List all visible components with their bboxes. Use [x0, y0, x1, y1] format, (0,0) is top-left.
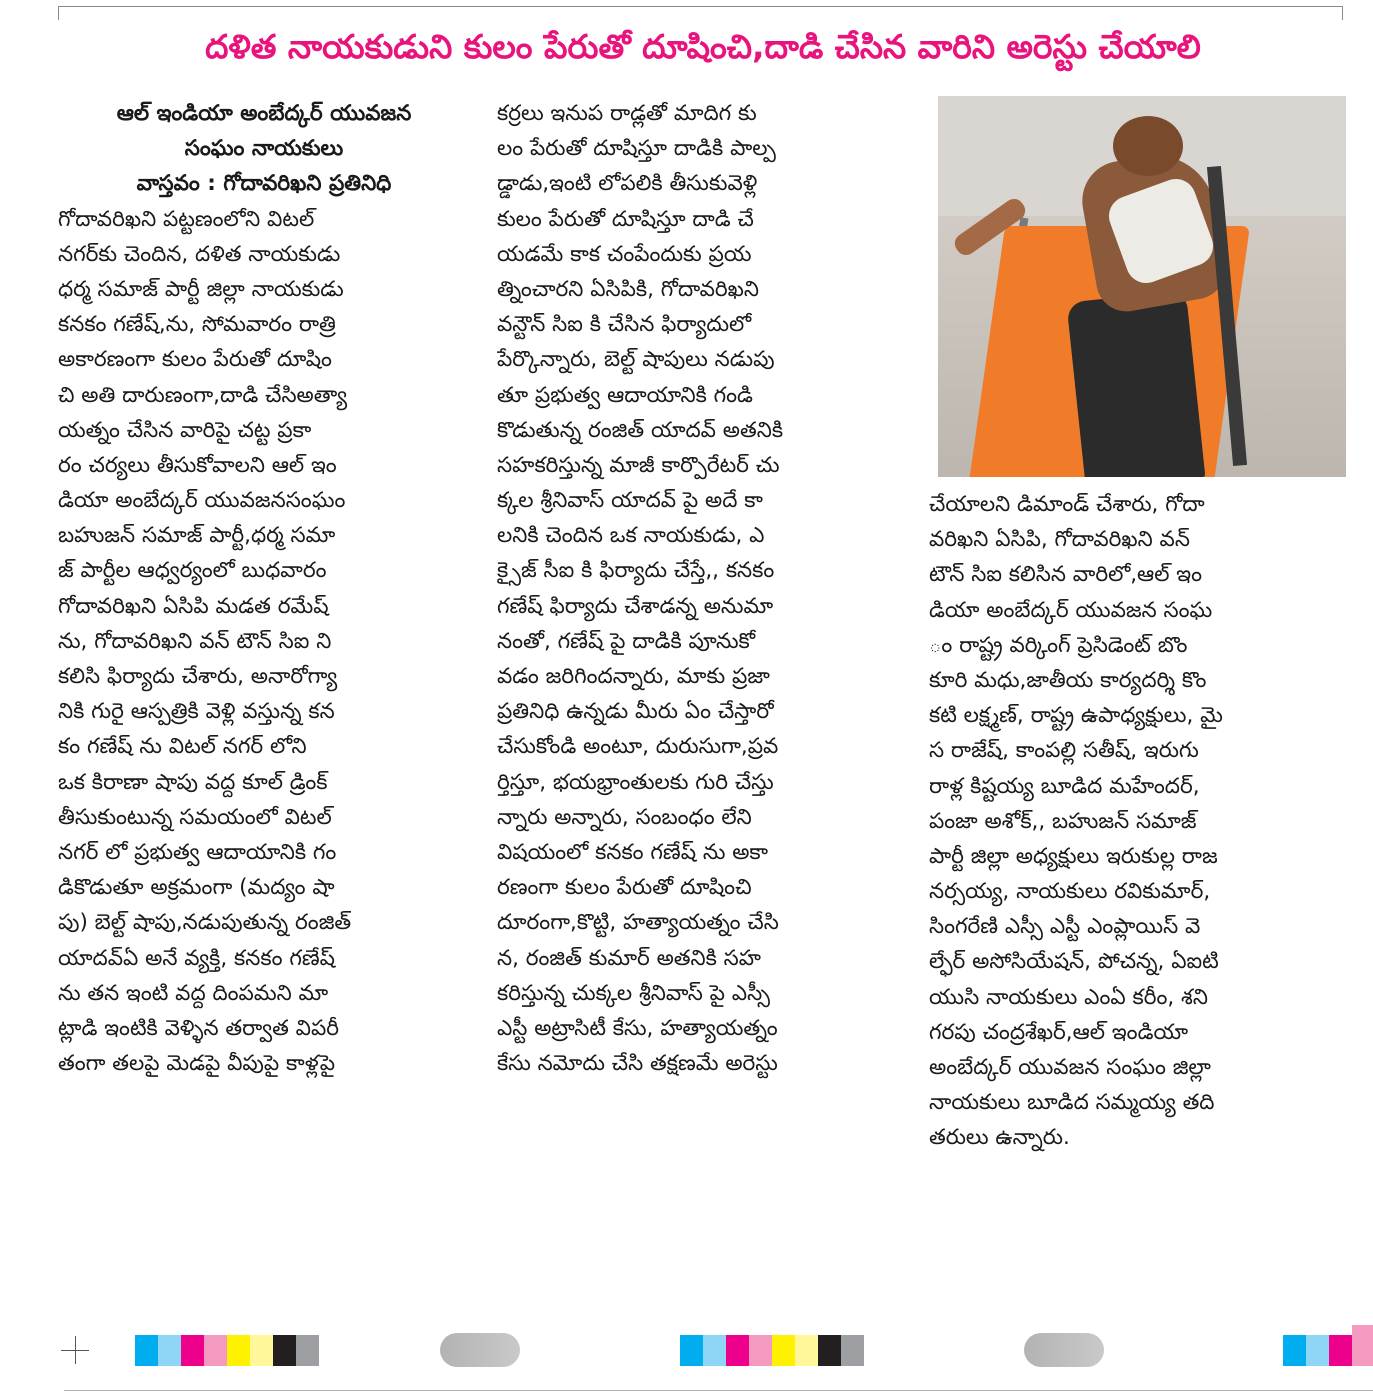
- dateline: వాస్తవం : గోదావరిఖని ప్రతినిధి: [136, 171, 392, 197]
- color-swatch: [703, 1335, 726, 1366]
- text-line: ల్ఫేర్ అసోసియేషన్, పోచన్న, ఏఐటి: [929, 949, 1219, 975]
- color-swatch: [158, 1335, 181, 1366]
- text-line: తరులు ఉన్నారు.: [929, 1125, 1070, 1151]
- text-line: కూరి మధు,జాతీయ కార్యదర్శి కొం: [929, 667, 1207, 693]
- text-line: గరపు చంద్రశేఖర్,ఆల్ ఇండియా: [929, 1019, 1189, 1045]
- text-line: కులం పేరుతో దూషిస్తూ దాడి చే: [497, 206, 754, 232]
- color-swatch: [1306, 1335, 1329, 1366]
- text-line: కరిస్తున్న చుక్కల శ్రీనివాస్ పై ఎస్సీ: [497, 980, 770, 1006]
- top-rule: [58, 6, 1343, 7]
- color-swatch: [772, 1335, 795, 1366]
- text-line: రం చర్యలు తీసుకోవాలని ఆల్ ఇం: [58, 452, 337, 478]
- color-swatch: [135, 1335, 158, 1366]
- text-line: కం గణేష్ ను విటల్ నగర్ లోని: [58, 734, 307, 760]
- text-line: నికి గురై ఆస్పత్రికి వెళ్లి వస్తున్న కన: [58, 699, 335, 725]
- text-line: నగర్‌కు చెందిన, దళిత నాయకుడు: [58, 241, 341, 267]
- text-line: యుసి నాయకులు ఎంఏ కరీం, శని: [929, 984, 1208, 1010]
- color-swatch: [680, 1335, 703, 1366]
- text-line: యత్నం చేసిన వారిపై చట్ట ప్రకా: [58, 417, 312, 443]
- text-line: నాయకులు బూడిద సమ్మయ్య తది: [929, 1090, 1215, 1116]
- text-line: గోదావరిఖని పట్టణంలోని విటల్: [58, 206, 315, 232]
- text-line: ధర్మ సమాజ్ పార్టీ జిల్లా నాయకుడు: [58, 276, 344, 302]
- subhead-line: సంఘం నాయకులు: [184, 136, 344, 162]
- color-swatch: [726, 1335, 749, 1366]
- text-line: చేసుకోండి అంటూ, దురుసుగా,ప్రవ: [497, 734, 779, 760]
- text-line: ఒక కిరాణా షాపు వద్ద కూల్ డ్రింక్: [58, 769, 328, 795]
- text-line: రణంగా కులం పేరుతో దూషించి: [497, 875, 752, 901]
- text-line: గోదావరిఖని ఏసిపి మడత రమేష్: [58, 593, 329, 619]
- column-1-body: [58, 202, 470, 1082]
- color-swatch: [250, 1335, 273, 1366]
- text-line: వన్టౌన్ సిఐ కి చేసిన ఫిర్యాదులో: [497, 312, 752, 338]
- color-swatch: [227, 1335, 250, 1366]
- text-line: రాళ్ల కిష్టయ్య బూడిద మహేందర్,: [929, 773, 1200, 799]
- text-line: తూ ప్రభుత్వ ఆదాయానికి గండి: [497, 382, 753, 408]
- color-swatch: [1283, 1335, 1306, 1366]
- text-line: నగర్ లో ప్రభుత్వ ఆదాయానికి గం: [58, 839, 337, 865]
- color-swatch: [1329, 1335, 1352, 1366]
- color-swatch: [273, 1335, 296, 1366]
- grey-registration-pill: [440, 1333, 520, 1367]
- text-line: ఎస్టీ అట్రాసిటీ కేసు, హత్యాయత్నం: [497, 1015, 778, 1041]
- text-line: యడమే కాక చంపేందుకు ప్రయ: [497, 241, 752, 267]
- article-column-1: [58, 96, 470, 1081]
- text-line: ం రాష్ట్ర వర్కింగ్ ప్రెసిడెంట్ బొం: [929, 632, 1188, 658]
- text-line: గణేష్ ఫిర్యాదు చేశాడన్న అనుమా: [497, 593, 774, 619]
- color-swatch: [1352, 1325, 1373, 1366]
- text-line: కటి లక్ష్మణ్, రాష్ట్ర ఉపాధ్యక్షులు, మై: [929, 703, 1223, 729]
- color-swatch: [296, 1335, 319, 1366]
- text-line: ను తన ఇంటి వద్ద దింపమని మా: [58, 980, 329, 1006]
- text-line: తంగా తలపై మెడపై వీపుపై కాళ్లపై: [58, 1051, 336, 1077]
- text-line: అకారణంగా కులం పేరుతో దూషిం: [58, 347, 332, 373]
- text-line: జ్ పార్టీల ఆధ్వర్యంలో బుధవారం: [58, 558, 327, 584]
- text-line: వరిఖని ఏసిపి, గోదావరిఖని వన్: [929, 527, 1190, 553]
- color-swatch: [181, 1335, 204, 1366]
- text-line: పు) బెల్ట్ షాపు,నడుపుతున్న రంజిత్: [58, 910, 352, 936]
- text-line: ప్రతినిధి ఉన్నడు మీరు ఏం చేస్తారో: [497, 699, 774, 725]
- text-line: యాదవ్ఏ అనే వ్యక్తి, కనకం గణేష్: [58, 945, 335, 971]
- headline: దళిత నాయకుడుని కులం పేరుతో దూషించి,దాడి చేసిన వారిని అరెస్టు చేయాలి: [205, 26, 1201, 66]
- subhead-line: ఆల్ ఇండియా అంబేద్కర్ యువజన: [116, 101, 412, 126]
- news-photo: [938, 96, 1346, 477]
- text-line: బహుజన్ సమాజ్ పార్టీ,ధర్మ సమా: [58, 523, 336, 549]
- text-line: కొడుతున్న రంజిత్ యాదవ్ అతనికి: [497, 417, 784, 443]
- text-line: కనకం గణేష్,ను, సోమవారం రాత్రి: [58, 312, 336, 338]
- text-line: కర్రలు ఇనుప రాడ్లతో మాదిగ కు: [497, 101, 757, 126]
- text-line: స రాజేష్, కాంపల్లి సతీష్, ఇరుగు: [929, 738, 1199, 764]
- article-column-3: [929, 487, 1349, 1156]
- text-line: సింగరేణి ఎస్సీ ఎస్టీ ఎంప్లాయిస్ వె: [929, 914, 1201, 940]
- text-line: డియా అంబేద్కర్ యువజనసంఘం: [58, 488, 346, 514]
- color-swatch: [841, 1335, 864, 1366]
- text-line: నంతో, గణేష్ పై దాడికి పూనుకో: [497, 628, 756, 654]
- text-line: చి అతి దారుణంగా,దాడి చేసిఅత్యా: [58, 382, 348, 408]
- text-line: విషయంలో కనకం గణేష్ ను అకా: [497, 839, 769, 865]
- text-line: వడం జరిగిందన్నారు, మాకు ప్రజా: [497, 664, 770, 689]
- text-line: న్నారు అన్నారు, సంబంధం లేని: [497, 804, 752, 830]
- text-line: కేసు నమోదు చేసి తక్షణమే అరెస్టు: [497, 1051, 778, 1077]
- crop-mark: [75, 1336, 76, 1364]
- text-line: తీసుకుంటున్న సమయంలో విటల్: [58, 804, 332, 830]
- text-line: కలిసి ఫిర్యాదు చేశారు, అనారోగ్యా: [58, 664, 338, 689]
- color-swatch: [204, 1335, 227, 1366]
- article-column-2: [497, 96, 907, 1081]
- text-line: అంబేద్కర్ యువజన సంఘం జిల్లా: [929, 1055, 1211, 1080]
- text-line: లనికి చెందిన ఒక నాయకుడు, ఎ: [497, 523, 765, 549]
- text-line: టౌన్ సిఐ కలిసిన వారిలో,ఆల్ ఇం: [929, 562, 1202, 588]
- text-line: దూరంగా,కొట్టి, హత్యాయత్నం చేసి: [497, 910, 779, 936]
- text-line: న, రంజిత్ కుమార్ అతనికి సహ: [497, 945, 761, 971]
- text-line: ట్లాడి ఇంటికి వెళ్ళిన తర్వాత విపరీ: [58, 1015, 339, 1041]
- color-swatch: [795, 1335, 818, 1366]
- text-line: పేర్కొన్నారు, బెల్ట్ షాపులు నడుపు: [497, 347, 775, 373]
- text-line: క్సైజ్ సీఐ కి ఫిర్యాదు చేస్తే,, కనకం: [497, 558, 775, 584]
- printer-registration-strip: [0, 1325, 1373, 1391]
- text-line: డియా అంబేద్కర్ యువజన సంఘ: [929, 597, 1213, 623]
- text-line: క్కల శ్రీనివాస్ యాదవ్ పై అదే కా: [497, 488, 763, 514]
- color-swatch: [749, 1335, 772, 1366]
- text-line: పంజా అశోక్,, బహుజన్ సమాజ్: [929, 808, 1197, 834]
- text-line: నర్సయ్య, నాయకులు రవికుమార్,: [929, 879, 1211, 905]
- color-swatch: [818, 1335, 841, 1366]
- text-line: ను, గోదావరిఖని వన్ టౌన్ సిఐ ని: [58, 628, 332, 654]
- text-line: త్నించారని ఏసిపికి, గోదావరిఖని: [497, 276, 759, 302]
- grey-registration-pill: [1024, 1333, 1104, 1367]
- text-line: డ్డాడు,ఇంటి లోపలికి తీసుకువెళ్లి: [497, 171, 758, 197]
- text-line: డికొడుతూ అక్రమంగా (మద్యం షా: [58, 875, 335, 901]
- text-line: చేయాలని డిమాండ్ చేశారు, గోదా: [929, 492, 1205, 517]
- text-line: ర్తిస్తూ, భయభ్రాంతులకు గురి చేస్తు: [497, 769, 774, 795]
- text-line: సహకరిస్తున్న మాజీ కార్పొరేటర్ చు: [497, 452, 780, 478]
- subhead: [58, 96, 470, 202]
- text-line: లం పేరుతో దూషిస్తూ దాడికి పాల్ప: [497, 136, 776, 162]
- text-line: పార్టీ జిల్లా అధ్యక్షులు ఇరుకుల్ల రాజ: [929, 843, 1218, 869]
